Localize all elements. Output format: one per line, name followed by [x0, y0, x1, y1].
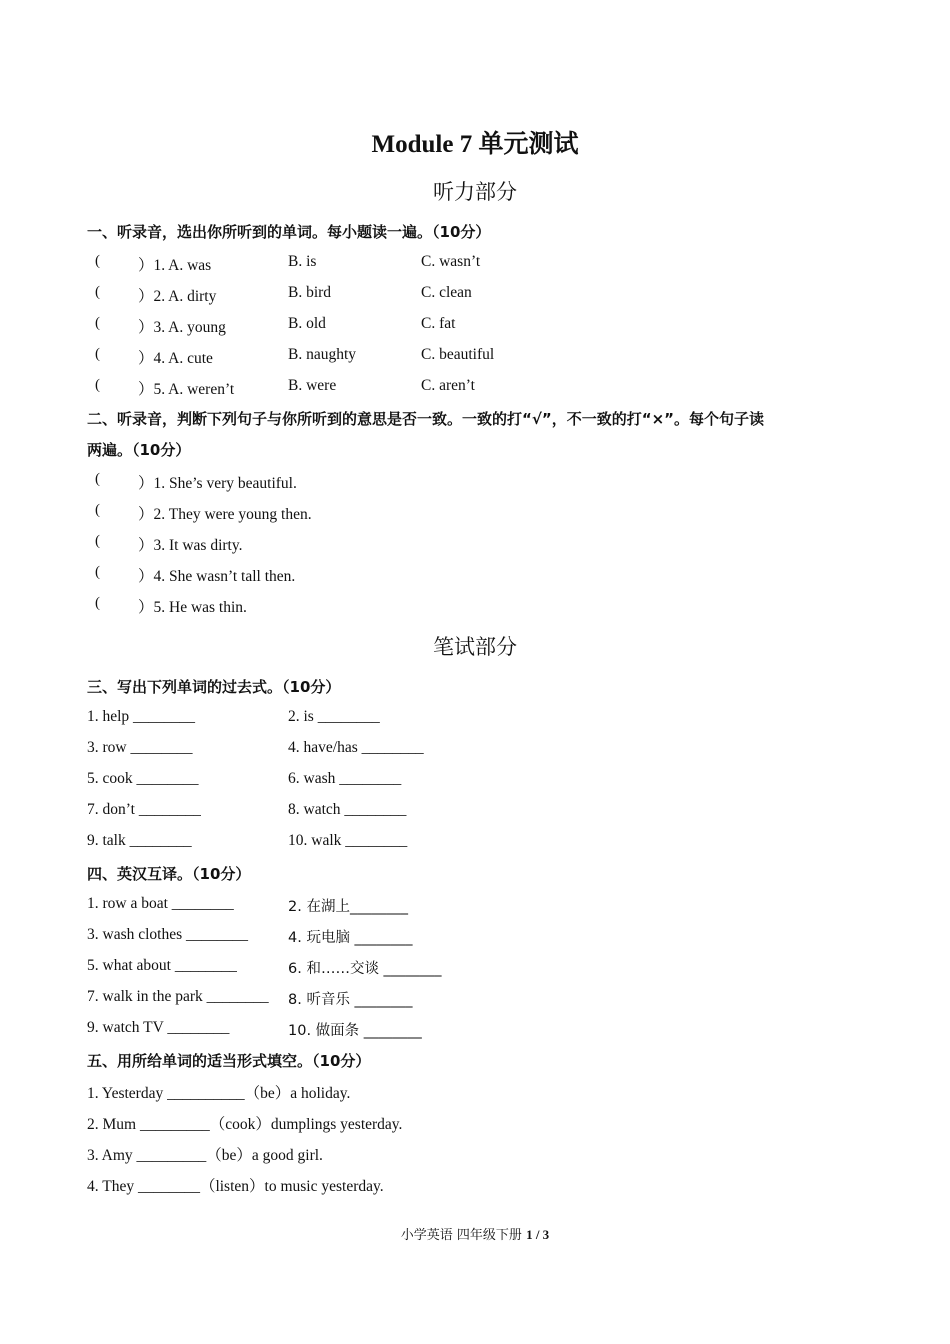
translate-item: 1. row a boat ________ [87, 895, 234, 912]
question-option-c: C. beautiful [421, 346, 495, 363]
translate-item: 10. 做面条 ________ [288, 1023, 422, 1039]
question-option-c: C. fat [421, 315, 456, 332]
fill-blank-item: 4. They ________（listen）to music yesterday. [87, 1178, 384, 1195]
word-item: 5. cook ________ [87, 770, 199, 787]
question-option-c: C. clean [421, 284, 472, 301]
section-1-heading: 一、听录音，选出你所听到的单词。每小题读一遍。（10分） [87, 223, 491, 241]
judge-sentence: ）2. They were young then. [138, 506, 312, 523]
answer-paren: ( [95, 284, 100, 300]
judge-sentence: ）4. She wasn’t tall then. [138, 568, 296, 585]
answer-paren: ( [95, 377, 100, 393]
answer-paren: ( [95, 502, 100, 518]
fill-blank-item: 2. Mum _________（cook）dumplings yesterday. [87, 1116, 403, 1133]
question-option-b: B. is [288, 253, 317, 270]
question-option-b: B. were [288, 377, 337, 394]
question-option-a: ）5. A. weren’t [138, 381, 235, 398]
section-2-heading-cont: 两遍。（10分） [87, 441, 191, 459]
answer-paren: ( [95, 315, 100, 331]
question-option-a: ）4. A. cute [138, 350, 213, 367]
section-5-heading: 五、用所给单词的适当形式填空。（10分） [87, 1052, 371, 1070]
word-item: 10. walk ________ [288, 832, 408, 849]
question-option-a: ）3. A. young [138, 319, 226, 336]
word-item: 6. wash ________ [288, 770, 402, 787]
translate-item: 8. 听音乐 ________ [288, 992, 413, 1008]
fill-blank-item: 3. Amy _________（be）a good girl. [87, 1147, 323, 1164]
question-option-b: B. naughty [288, 346, 357, 363]
answer-paren: ( [95, 471, 100, 487]
judge-sentence: ）5. He was thin. [138, 599, 247, 616]
question-option-a: ）2. A. dirty [138, 288, 217, 305]
answer-paren: ( [95, 564, 100, 580]
translate-item: 7. walk in the park ________ [87, 988, 269, 1005]
question-option-b: B. bird [288, 284, 332, 301]
word-item: 2. is ________ [288, 708, 380, 725]
writing-section-title: 笔试部分 [433, 635, 517, 659]
page-title: Module 7 单元测试 [371, 131, 579, 158]
question-option-c: C. wasn’t [421, 253, 481, 270]
question-option-b: B. old [288, 315, 326, 332]
translate-item: 5. what about ________ [87, 957, 237, 974]
listening-section-title: 听力部分 [433, 180, 517, 204]
answer-paren: ( [95, 346, 100, 362]
translate-item: 9. watch TV ________ [87, 1019, 230, 1036]
translate-item: 3. wash clothes ________ [87, 926, 249, 943]
translate-item: 4. 玩电脑 ________ [288, 930, 413, 946]
answer-paren: ( [95, 533, 100, 549]
page-footer [0, 1224, 950, 1243]
word-item: 8. watch ________ [288, 801, 407, 818]
word-item: 1. help ________ [87, 708, 196, 725]
answer-paren: ( [95, 253, 100, 269]
word-item: 7. don’t ________ [87, 801, 201, 818]
section-3-heading: 三、写出下列单词的过去式。（10分） [87, 678, 341, 696]
translate-item: 2. 在湖上________ [288, 899, 408, 915]
answer-paren: ( [95, 595, 100, 611]
question-option-c: C. aren’t [421, 377, 475, 394]
page-number: 1 / 3 [526, 1227, 550, 1242]
question-option-a: ）1. A. was [138, 257, 212, 274]
word-item: 9. talk ________ [87, 832, 192, 849]
section-4-heading: 四、英汉互译。（10分） [87, 865, 251, 883]
fill-blank-item: 1. Yesterday __________（be）a holiday. [87, 1085, 351, 1102]
judge-sentence: ）1. She’s very beautiful. [138, 475, 297, 492]
word-item: 3. row ________ [87, 739, 193, 756]
translate-item: 6. 和……交谈 ________ [288, 961, 442, 977]
word-item: 4. have/has ________ [288, 739, 424, 756]
judge-sentence: ）3. It was dirty. [138, 537, 243, 554]
footer-text: 小学英语 四年级下册 [400, 1228, 527, 1243]
section-2-heading: 二、听录音，判断下列句子与你所听到的意思是否一致。一致的打“√”，不一致的打“×”。每个句子读 [87, 410, 765, 428]
